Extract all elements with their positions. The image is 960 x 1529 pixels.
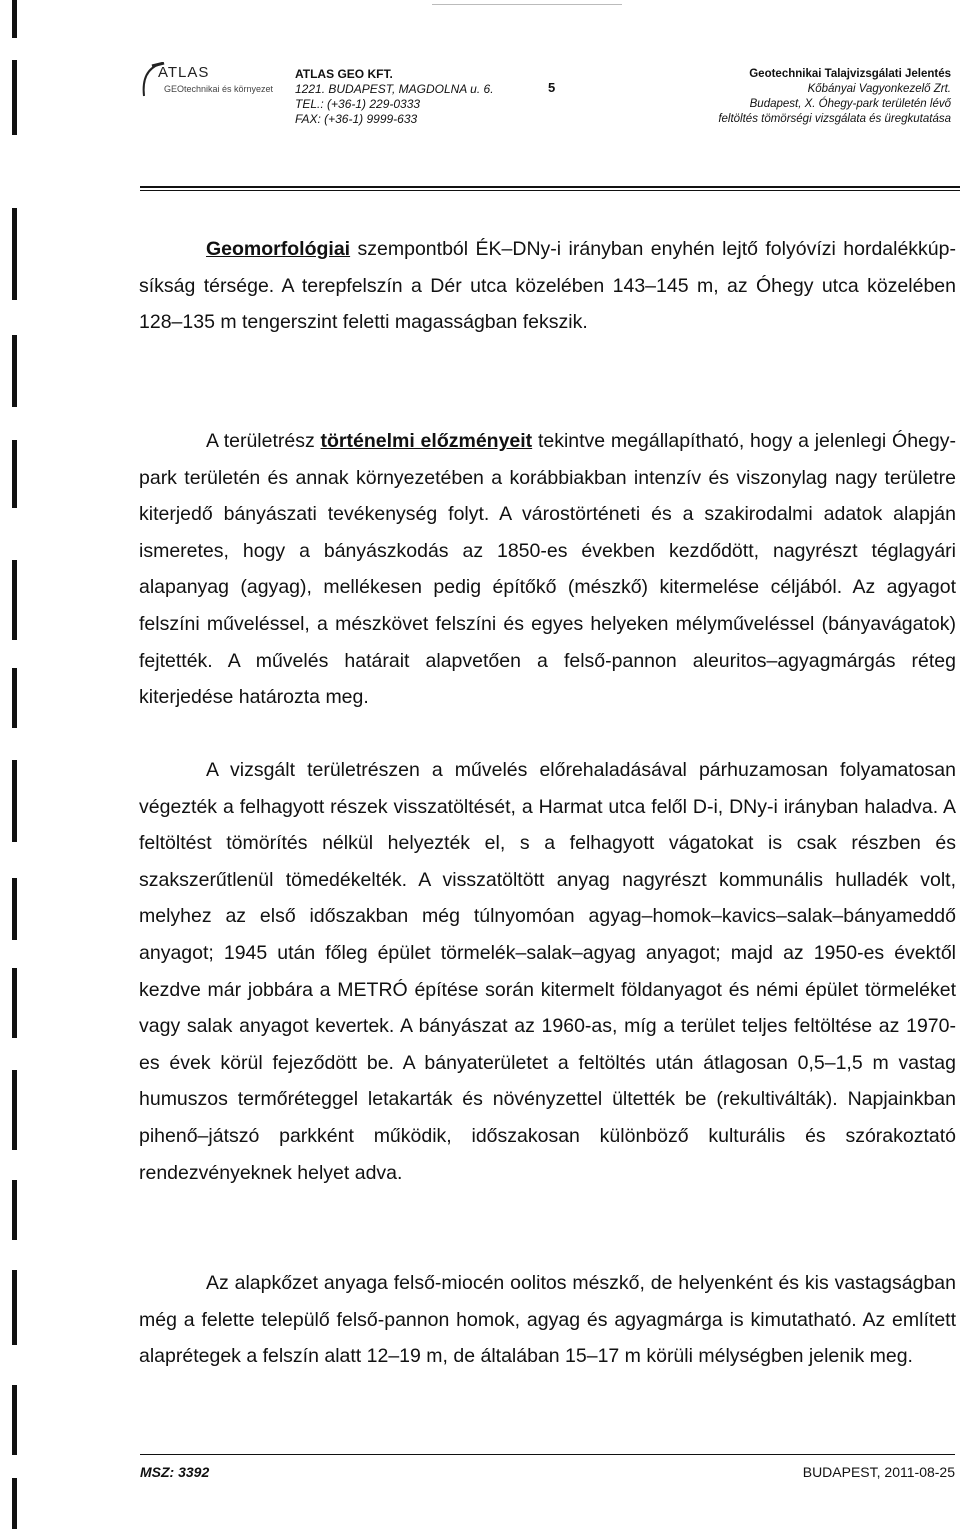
term-geomorphology: Geomorfológiai xyxy=(206,238,351,260)
paragraph-text: tekintve megállapítható, hogy a jelenlegi Óhegy-park területén és annak környezetében a korábbiakban intenzív és viszonylag nagy területre kiterjedő bányászati tevékenység folyt. A várostörténeti és a szakirodalmi adatok alapján ismeretes, hogy a bányászkodás az 1850-es években kezdődött, nagyrészt téglagyári alapanyag (agyag), mellékesen pedig építőkő (mészkő) kitermelése céljából. Az agyagot felszíni műveléssel, a mészkövet felszíni és egyes helyeken mélyműveléssel (bányavágatok) fejtették. A művelés határait alapvetően a felső-pannon aleuritos–agyagmárgás réteg kiterjedése határozta meg. xyxy=(139,430,956,709)
report-subject: feltöltés tömörségi vizsgálata és üregkutatása xyxy=(718,113,951,125)
company-block xyxy=(295,67,494,127)
company-name: ATLAS GEO KFT. xyxy=(295,67,393,81)
paragraph-geomorphology xyxy=(139,231,956,341)
header-rule xyxy=(140,186,960,188)
company-address: 1221. BUDAPEST, MAGDOLNA u. 6. xyxy=(295,82,494,96)
top-scan-line xyxy=(432,4,622,5)
binding-mark xyxy=(12,0,17,38)
binding-mark xyxy=(12,1180,17,1240)
binding-mark xyxy=(12,560,17,640)
binding-mark xyxy=(12,1070,17,1150)
paragraph-text: szempontból ÉK–DNy-i irányban enyhén lejtő folyóvízi hordalékkúp-síkság térsége. A terepfelszín a Dér utca közelében 143–145 m, az Óhegy utca közelében 128–135 m tengerszint feletti magasságban fekszik. xyxy=(139,238,956,334)
paragraph-text: A vizsgált területrészen a művelés előrehaladásával párhuzamosan folyamatosan végezték a felhagyott részek visszatöltését, a Harmat utca felől D-i, DNy-i irányban haladva. A feltöltést tömörítés nélkül helyezték el, s a felhagyott vágatokat is csak részben és szakszerűtlenül tömedékelték. A visszatöltött anyag nagyrészt kommunális hulladék volt, melyhez az első időszakban még túlnyomóan agyag–homok–kavics–salak–bányameddő anyagot; 1945 után főleg épület törmelék–salak–agyag anyagot; majd az 1950-es évektől kezdve már jobbára a METRÓ építése során kitermelt földanyagot és némi épület törmeléket vagy salak anyagot kevertek. A bányászat az 1960-as, míg a terület teljes feltöltése az 1970-es évek körül fejeződött be. A bányaterületet a feltöltés után átlagosan 0,5–1,5 m vastag humuszos termőréteggel letakarták és növényzettel ültették be (rekultiválták). Napjainkban pihenő–játszó parkként működik, időszakosan különböző kulturális és szórakoztató rendezvényeknek helyet adva. xyxy=(139,759,956,1184)
binding-mark xyxy=(12,1270,17,1345)
logo-subtext: GEOtechnikai és környezet xyxy=(164,84,274,94)
page-footer xyxy=(140,1454,955,1484)
report-client: Kőbányai Vagyonkezelő Zrt. xyxy=(807,83,951,95)
report-location: Budapest, X. Óhegy-park területén lévő xyxy=(749,98,951,110)
report-title: Geotechnikai Talajvizsgálati Jelentés xyxy=(749,68,951,80)
logo-text: ATLAS xyxy=(158,64,210,81)
binding-mark xyxy=(12,440,17,508)
paragraph-history xyxy=(139,423,956,716)
binding-mark xyxy=(12,668,17,728)
binding-mark xyxy=(12,208,17,300)
binding-mark xyxy=(12,878,17,940)
report-block xyxy=(718,67,951,127)
paragraph-backfill xyxy=(139,752,956,1191)
company-fax: FAX: (+36-1) 9999-633 xyxy=(295,112,418,126)
paragraph-bedrock xyxy=(139,1265,956,1375)
paragraph-text: A területrész xyxy=(206,430,321,452)
term-history: történelmi előzményeit xyxy=(320,430,533,452)
binding-mark xyxy=(12,1385,17,1455)
header-rule xyxy=(140,190,960,191)
footer-rule xyxy=(140,1454,955,1455)
binding-mark xyxy=(12,760,17,842)
scan-binding-marks xyxy=(0,0,22,1529)
binding-mark xyxy=(12,335,17,407)
company-logo xyxy=(138,62,288,102)
binding-mark xyxy=(12,968,17,1038)
page-header xyxy=(0,56,960,151)
footer-place-date: BUDAPEST, 2011-08-25 xyxy=(802,1464,955,1480)
company-tel: TEL.: (+36-1) 229-0333 xyxy=(295,97,421,111)
page-number: 5 xyxy=(548,80,556,95)
footer-standard: MSZ: 3392 xyxy=(140,1464,210,1480)
paragraph-text: Az alapkőzet anyaga felső-miocén oolitos mészkő, de helyenként és kis vastagságban még a felette települő felső-pannon homok, agyag és agyagmárga is kimutatható. Az említett alaprétegek a felszín alatt 12–19 m, de általában 15–17 m körüli mélységben jelenik meg. xyxy=(139,1272,956,1368)
binding-mark xyxy=(12,1478,17,1529)
